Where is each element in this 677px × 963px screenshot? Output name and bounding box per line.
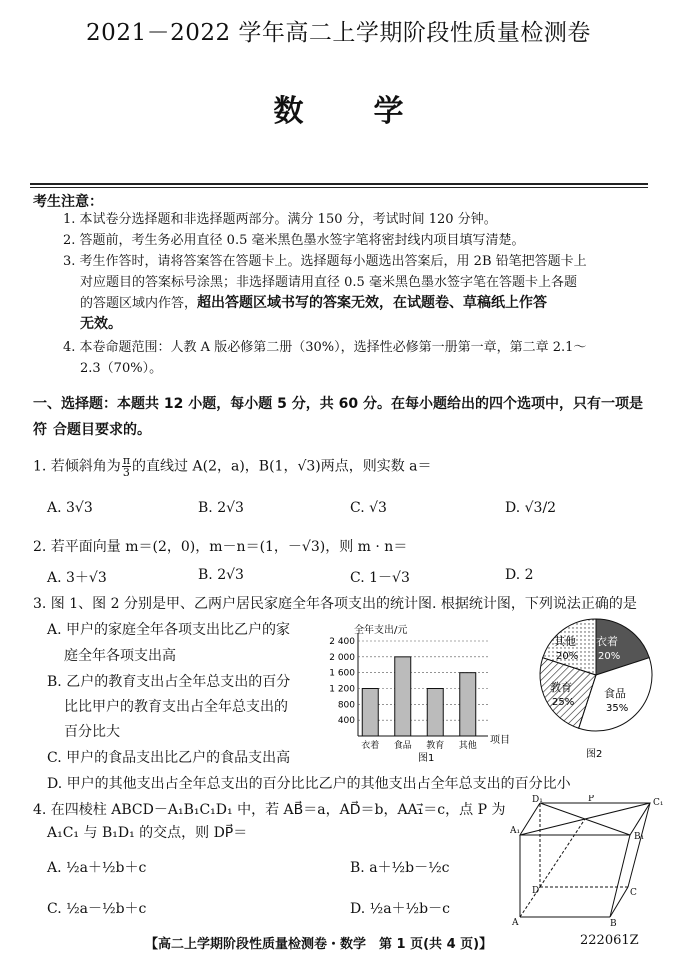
note-1: 1. 本试卷分选择题和非选择题两部分。满分 150 分，考试时间 120 分钟。 — [63, 212, 497, 227]
fig1-xlabel: 项目 — [490, 735, 510, 746]
prism-diagram — [510, 795, 670, 927]
label-a1: A₁ — [510, 826, 521, 836]
footer-title: 【高二上学期阶段性质量检测卷・数学 第 1 页(共 4 页)】 — [145, 937, 493, 952]
subject-char-1: 数 — [273, 94, 304, 129]
q1-frac-num: π — [122, 454, 131, 467]
q3-option-b-cont-2: 百分比大 — [64, 724, 120, 740]
note-4-cont: 2.3（70%）。 — [80, 361, 163, 376]
prism-segment-dp — [540, 819, 585, 887]
divider-thin — [30, 187, 648, 188]
q1-post: 的直线过 A(2，a)，B(1，√3)两点，则实数 a＝ — [132, 458, 432, 475]
q3-option-a-cont: 庭全年各项支出高 — [64, 648, 176, 664]
note-3-cont-3 — [80, 314, 670, 335]
q4-option-b[interactable]: B. a＋½b－½c — [350, 860, 450, 876]
fig1-caption: 图1 — [418, 753, 435, 764]
subject-char-2: 学 — [373, 94, 404, 129]
y-tick-label: 2 400 — [329, 637, 355, 647]
figure-1-bar-chart — [318, 618, 528, 768]
note-3-cont-2 — [80, 293, 670, 314]
q4-option-d[interactable]: D. ½a＋½b－c — [350, 901, 450, 917]
q2-option-d[interactable]: D. 2 — [505, 567, 534, 583]
y-tick-label: 800 — [337, 700, 355, 711]
q4-option-a[interactable]: A. ½a＋½b＋c — [47, 860, 147, 876]
y-tick-label: 1 200 — [329, 684, 355, 695]
q1-fraction — [122, 455, 131, 478]
q3-option-b[interactable]: B. 乙户的教育支出占全年总支出的百分 — [47, 674, 291, 690]
question-2: 2. 若平面向量 m＝(2，0)，m－n＝(1，－√3)，则 m · n＝ — [33, 539, 408, 555]
section-heading: 一、选择题：本题共 12 小题，每小题 5 分，共 60 分。在每小题给出的四个选项中，只有一项是符 — [33, 396, 643, 438]
q1-option-c[interactable]: C. √3 — [350, 500, 387, 516]
q3-option-a[interactable]: A. 甲户的家庭全年各项支出比乙户的家 — [47, 622, 291, 638]
notes-heading: 考生注意： — [33, 194, 103, 210]
y-tick-label: 1 600 — [329, 668, 355, 679]
pie-label-other: 其他 — [554, 635, 576, 648]
pie-pct-food: 35% — [606, 703, 629, 714]
note-3-plain: 的答题区域内作答， — [80, 296, 198, 311]
q3-option-d[interactable]: D. 甲户的其他支出占全年总支出的百分比比乙户的其他支出占全年总支出的百分比小 — [47, 776, 571, 792]
x-tick-label: 其他 — [458, 741, 477, 751]
x-tick-label: 衣着 — [361, 741, 380, 751]
note-3-emphasis: 超出答题区域书写的答案无效，在试题卷、草稿纸上作答 — [197, 295, 548, 311]
q2-option-a[interactable]: A. 3＋√3 — [47, 570, 107, 586]
pie-label-education: 教育 — [550, 681, 572, 694]
bar — [427, 689, 443, 737]
prism-edge-bb1 — [610, 835, 630, 917]
x-tick-label: 教育 — [426, 741, 445, 751]
question-4: 4. 在四棱柱 ABCD－A₁B₁C₁D₁ 中，若 AB⃗＝a，AD⃗＝b，AA₁⃗＝c，点 P 为 — [33, 802, 506, 818]
label-c1: C₁ — [653, 798, 664, 808]
note-3-emphasis-end: 无效。 — [80, 316, 122, 332]
prism-edge-bc — [610, 887, 628, 917]
q1-frac-den: 3 — [122, 466, 130, 479]
label-d1: D₁ — [532, 795, 543, 805]
note-3: 3. 考生作答时，请将答案答在答题卡上。选择题每小题选出答案后，用 2B 铅笔把答题卡上 — [63, 254, 587, 269]
pie-pct-other: 20% — [556, 651, 579, 662]
y-tick-label: 2 000 — [329, 652, 355, 663]
pie-pct-education: 25% — [552, 697, 575, 708]
note-3-cont-1: 对应题目的答案标号涂黑；非选择题请用直径 0.5 毫米黑色墨水签字笔在答题卡上各题 — [80, 275, 577, 290]
label-d: D — [532, 886, 540, 896]
bar — [460, 673, 476, 736]
q2-option-b[interactable]: B. 2√3 — [198, 567, 244, 583]
section-heading-cont: 合题目要求的。 — [53, 422, 151, 438]
exam-title: 2021－2022 学年高二上学期阶段性质量检测卷 — [86, 20, 591, 46]
label-c: C — [630, 888, 637, 898]
label-b1: B₁ — [634, 832, 645, 842]
q1-pre: 1. 若倾斜角为 — [33, 458, 121, 475]
question-4-cont: A₁C₁ 与 B₁D₁ 的交点，则 DP⃗＝ — [47, 825, 248, 841]
label-p: P — [588, 795, 595, 804]
q4-option-c[interactable]: C. ½a－½b＋c — [47, 901, 147, 917]
q1-option-b[interactable]: B. 2√3 — [198, 500, 244, 516]
q1-option-a[interactable]: A. 3√3 — [47, 500, 93, 516]
question-1 — [33, 455, 432, 478]
pie-label-food: 食品 — [604, 687, 626, 700]
q3-option-b-cont-1: 比比甲户的教育支出占全年总支出的 — [64, 699, 288, 715]
y-tick-label: 400 — [337, 716, 355, 727]
footer-code: 222061Z — [580, 933, 639, 948]
bar — [395, 657, 411, 736]
q3-option-c[interactable]: C. 甲户的食品支出比乙户的食品支出高 — [47, 750, 291, 766]
prism-edge-cc1 — [628, 803, 650, 887]
figure-2-pie-chart — [528, 615, 677, 765]
bar-chart-plot — [329, 633, 488, 751]
bar — [362, 689, 378, 737]
label-a: A — [512, 918, 519, 927]
label-b: B — [610, 919, 617, 927]
x-tick-label: 食品 — [393, 741, 412, 751]
subject-heading — [0, 86, 677, 130]
divider-thick — [30, 183, 648, 185]
fig2-caption: 图2 — [586, 749, 603, 760]
pie-label-clothing: 衣着 — [596, 635, 618, 648]
note-2: 2. 答题前，考生务必用直径 0.5 毫米黑色墨水签字笔将密封线内项目填写清楚。 — [63, 233, 525, 248]
q1-option-d[interactable]: D. √3/2 — [505, 500, 557, 516]
q2-option-c[interactable]: C. 1－√3 — [350, 570, 410, 586]
pie-pct-clothing: 20% — [598, 651, 621, 662]
fig1-ylabel: 全年支出/元 — [354, 625, 408, 636]
note-4: 4. 本卷命题范围：人教 A 版必修第二册（30%），选择性必修第一册第一章，第二章 2.1～ — [63, 340, 587, 355]
question-3: 3. 图 1、图 2 分别是甲、乙两户居民家庭全年各项支出的统计图. 根据统计图，下列说法正确的是 — [33, 596, 637, 612]
